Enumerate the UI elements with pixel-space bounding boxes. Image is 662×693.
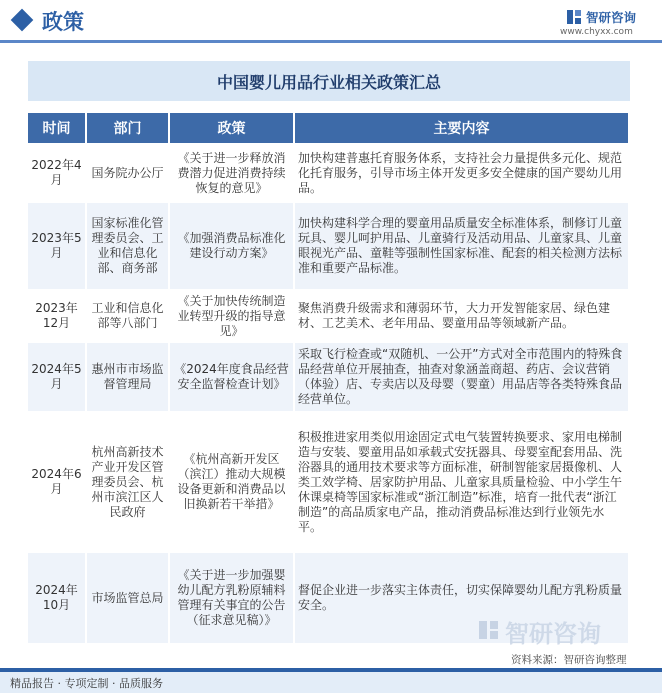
cell-time: 2023年12月	[28, 289, 87, 341]
cell-policy: 《杭州高新开发区（滨江）推动大规模设备更新和消费品以旧换新若干举措》	[170, 411, 295, 551]
cell-content: 聚焦消费升级需求和薄弱环节，大力开发智能家居、绿色建材、工艺美术、老年用品、婴童用品等领域新产品。	[295, 289, 630, 341]
header-divider	[0, 40, 662, 43]
table-title-banner	[28, 61, 630, 101]
col-header-content: 主要内容	[295, 113, 630, 143]
cell-dept: 国务院办公厅	[87, 143, 170, 201]
col-header-dept: 部门	[87, 113, 170, 143]
table-row	[28, 411, 630, 551]
col-header-time: 时间	[28, 113, 87, 143]
source-note: 资料来源：智研咨询整理	[511, 654, 627, 666]
cell-time: 2023年5月	[28, 201, 87, 289]
policy-table	[28, 113, 630, 643]
cell-dept: 市场监管总局	[87, 551, 170, 643]
page-header	[0, 0, 662, 44]
cell-dept: 惠州市市场监督管理局	[87, 341, 170, 411]
brand-logo-icon	[566, 8, 582, 26]
cell-content: 加快构建普惠托育服务体系，支持社会力量提供多元化、规范化托育服务，引导市场主体开发更多安全健康的国产婴幼儿用品。	[295, 143, 630, 201]
brand-url: www.chyxx.com	[560, 27, 633, 37]
cell-policy: 《加强消费品标准化建设行动方案》	[170, 201, 295, 289]
cell-dept: 工业和信息化部等八部门	[87, 289, 170, 341]
section-title: 政策	[42, 10, 84, 34]
cell-time: 2022年4月	[28, 143, 87, 201]
cell-dept: 国家标准化管理委员会、工业和信息化部、商务部	[87, 201, 170, 289]
cell-time: 2024年6月	[28, 411, 87, 551]
cell-content: 采取飞行检查或“双随机、一公开”方式对全市范围内的特殊食品经营单位开展抽查，抽查对象涵盖商超、药店、会议营销（体验）店、专卖店以及母婴（婴童）用品店等各类特殊食品经营单位。	[295, 341, 630, 411]
cell-time: 2024年5月	[28, 341, 87, 411]
cell-content: 加快构建科学合理的婴童用品质量安全标准体系，制修订儿童玩具、婴儿呵护用品、儿童骑行及活动用品、儿童家具、儿童眼视光产品、童鞋等强制性国家标准、配套的相关检测方法标准和重要产品标准。	[295, 201, 630, 289]
cell-policy: 《2024年度食品经营安全监督检查计划》	[170, 341, 295, 411]
table-row	[28, 341, 630, 411]
table-row	[28, 289, 630, 341]
watermark-logo-icon	[478, 618, 500, 642]
brand-name: 智研咨询	[586, 10, 637, 25]
cell-time: 2024年10月	[28, 551, 87, 643]
page-footer	[0, 672, 662, 693]
cell-policy: 《关于进一步释放消费潜力促进消费持续恢复的意见》	[170, 143, 295, 201]
table-title: 中国婴儿用品行业相关政策汇总	[216, 73, 441, 92]
cell-policy: 《关于进一步加强婴幼儿配方乳粉原辅料管理有关事宜的公告（征求意见稿）》	[170, 551, 295, 643]
cell-content: 积极推进家用类似用途固定式电气装置转换要求、家用电梯制造与安装、婴童用品如承载式安抚器具、母婴室配套用品、洗浴器具的通用技术要求等方面标准，研制智能家居摄像机、人类工效学椅、居家防护用品、儿童家具质量检验、中小学生午休课桌椅等国家标准或“浙江制造”标准，培育一批代表“浙江制造”的高品质家电产品，推动消费品标准达到行业领先水平。	[295, 411, 630, 551]
col-header-policy: 政策	[170, 113, 295, 143]
cell-policy: 《关于加快传统制造业转型升级的指导意见》	[170, 289, 295, 341]
table-row	[28, 143, 630, 201]
table-header-row	[28, 113, 630, 143]
table-row	[28, 201, 630, 289]
watermark-text: 智研咨询	[505, 620, 601, 648]
cell-dept: 杭州高新技术产业开发区管理委员会、杭州市滨江区人民政府	[87, 411, 170, 551]
cell-content: 督促企业进一步落实主体责任，切实保障婴幼儿配方乳粉质量安全。	[295, 551, 630, 643]
footer-tagline: 精品报告 · 专项定制 · 品质服务	[10, 677, 163, 690]
diamond-icon	[11, 9, 34, 32]
